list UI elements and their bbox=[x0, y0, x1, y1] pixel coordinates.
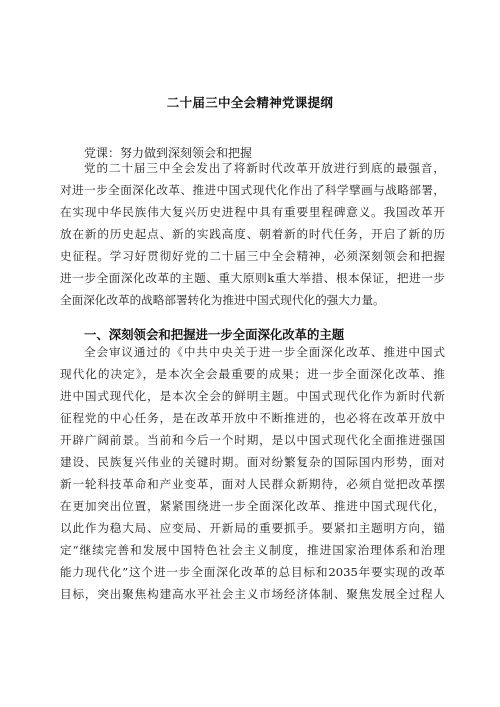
paragraph-line: 在实现中华民族伟大复兴历史进程中具有重要里程碑意义。我国改革开 bbox=[60, 205, 445, 219]
paragraph-intro bbox=[60, 157, 445, 311]
paragraph-section-one bbox=[60, 341, 445, 605]
paragraph-line: 能力现代化”这个进一步全面深化改革的总目标和2035年要实现的改革 bbox=[60, 565, 445, 579]
paragraph-line: 放在新的历史起点、新的实践高度、朝着新的时代任务，开启了新的历 bbox=[60, 227, 445, 241]
document-subtitle: 党课：努力做到深刻领会和把握 bbox=[84, 146, 253, 160]
paragraph-line: 以此作为稳大局、应变局、开新局的重要抓手。要紧扣主题明方向，锚 bbox=[60, 521, 445, 535]
paragraph-line: 建设、民族复兴伟业的关键时期。面对纷繁复杂的国际国内形势，面对 bbox=[60, 455, 445, 469]
paragraph-line: 党的二十届三中全会发出了将新时代改革开放进行到底的最强音， bbox=[84, 161, 445, 175]
paragraph-line: 在更加突出位置，紧紧围绕进一步全面深化改革、推进中国式现代化， bbox=[60, 499, 445, 513]
document-title: 二十届三中全会精神党课提纲 bbox=[166, 95, 334, 110]
paragraph-line: 史征程。学习好贯彻好党的二十届三中全会精神，必须深刻领会和把握 bbox=[60, 249, 445, 263]
paragraph-line: 新一轮科技革命和产业变革，面对人民群众新期待，必须自觉把改革摆 bbox=[60, 477, 445, 491]
paragraph-line: 定“继续完善和发展中国特色社会主义制度，推进国家治理体系和治理 bbox=[60, 543, 445, 557]
paragraph-line: 进中国式现代化，是本次全会的鲜明主题。中国式现代化作为新时代新 bbox=[60, 389, 445, 403]
section-heading: 一、深刻领会和把握进一步全面深化改革的主题 bbox=[84, 327, 345, 342]
paragraph-line: 开辟广阔前景。当前和今后一个时期，是以中国式现代化全面推进强国 bbox=[60, 433, 445, 447]
paragraph-line: 对进一步全面深化改革、推进中国式现代化作出了科学擘画与战略部署， bbox=[60, 183, 445, 197]
paragraph-line: 进一步全面深化改革的主题、重大原则k重大举措、根本保证，把进一步 bbox=[60, 271, 445, 285]
paragraph-line: 现代化的决定》，是本次全会最重要的成果；进一步全面深化改革、推 bbox=[60, 367, 445, 381]
paragraph-line: 目标，突出聚焦构建高水平社会主义市场经济体制、聚焦发展全过程人 bbox=[60, 587, 445, 601]
paragraph-line: 全会审议通过的《中共中央关于进一步全面深化改革、推进中国式 bbox=[84, 345, 445, 359]
paragraph-line: 全面深化改革的战略部署转化为推进中国式现代化的强大力量。 bbox=[60, 293, 385, 307]
paragraph-line: 征程党的中心任务，是在改革开放中不断推进的，也必将在改革开放中 bbox=[60, 411, 445, 425]
